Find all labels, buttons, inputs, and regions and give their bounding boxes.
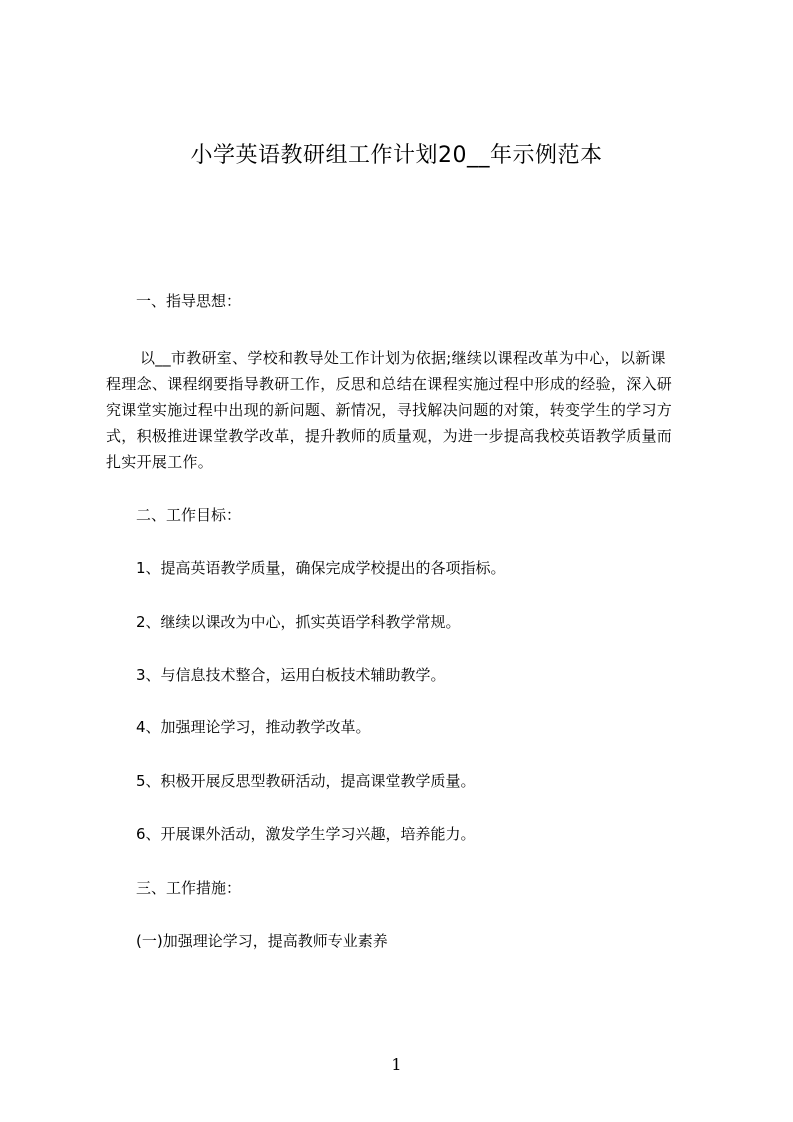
measure-subheading-1: (一)加强理论学习，提高教师专业素养 xyxy=(136,932,388,950)
goal-item-4: 4、加强理论学习，推动教学改革。 xyxy=(136,718,371,736)
paragraph-line: 扎实开展工作。 xyxy=(106,453,214,471)
goal-item-3: 3、与信息技术整合，运用白板技术辅助教学。 xyxy=(136,666,446,684)
document-title: 小学英语教研组工作计划20__年示例范本 xyxy=(190,143,603,168)
paragraph-line: 以__市教研室、学校和教导处工作计划为依据;继续以课程改革为中心，以新课 xyxy=(140,349,666,367)
goal-item-2: 2、继续以课改为中心，抓实英语学科教学常规。 xyxy=(136,613,461,631)
section-heading-work-goals: 二、工作目标： xyxy=(136,506,242,524)
paragraph-line: 程理念、课程纲要指导教研工作，反思和总结在课程实施过程中形成的经验，深入研 xyxy=(106,375,673,393)
guiding-principles-paragraph xyxy=(106,345,702,475)
goal-item-6: 6、开展课外活动，激发学生学习兴趣，培养能力。 xyxy=(136,825,476,843)
paragraph-line: 式，积极推进课堂教学改革，提升教师的质量观，为进一步提高我校英语教学质量而 xyxy=(106,427,673,445)
goal-item-1: 1、提高英语教学质量，确保完成学校提出的各项指标。 xyxy=(136,559,506,577)
goal-item-5: 5、积极开展反思型教研活动，提高课堂教学质量。 xyxy=(136,772,476,790)
page-number: 1 xyxy=(391,1055,402,1074)
section-heading-work-measures: 三、工作措施： xyxy=(136,879,242,897)
section-heading-guiding-principles: 一、指导思想： xyxy=(136,292,242,310)
paragraph-line: 究课堂实施过程中出现的新问题、新情况，寻找解决问题的对策，转变学生的学习方 xyxy=(106,401,673,419)
